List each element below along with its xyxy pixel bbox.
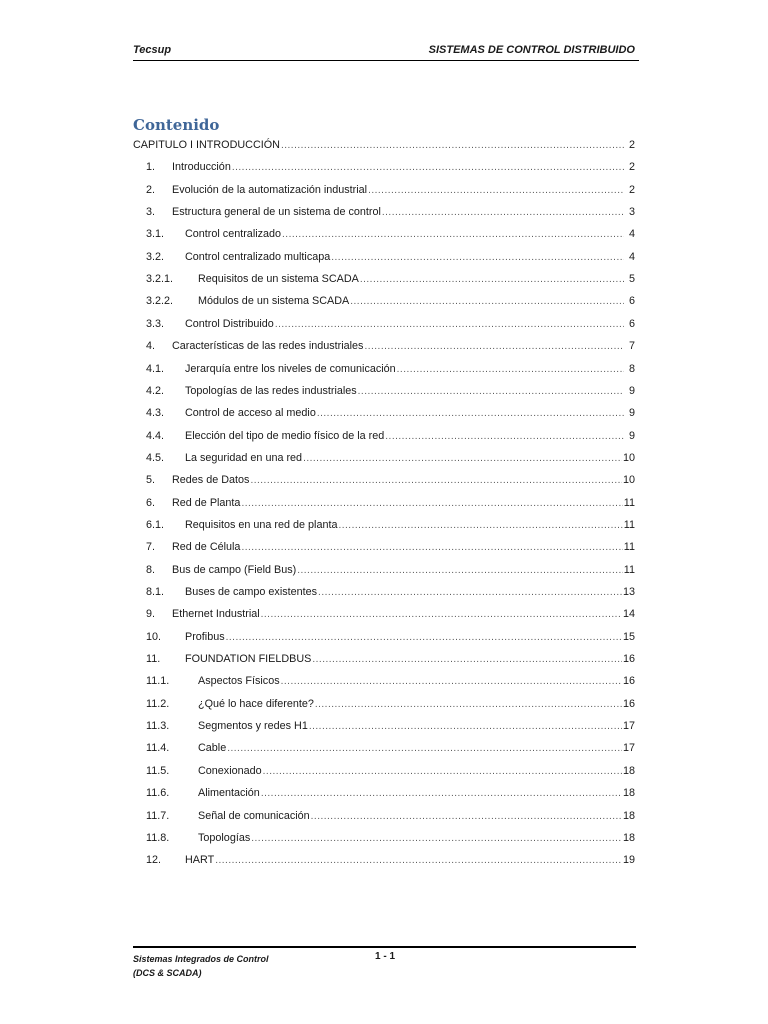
toc-entry[interactable]	[133, 404, 635, 422]
toc-entry[interactable]	[133, 851, 635, 869]
toc-dot-leader	[215, 852, 622, 870]
toc-entry[interactable]	[133, 181, 635, 199]
page-number: 1 - 1	[375, 951, 396, 962]
toc-dot-leader	[263, 763, 622, 781]
toc-dot-leader	[382, 204, 624, 222]
toc-entry-title: Control Distribuido	[185, 317, 274, 330]
toc-entry-number: 11.2.	[146, 697, 170, 710]
toc-entry-title: Control centralizado	[185, 228, 282, 241]
toc-entry[interactable]	[133, 225, 635, 243]
toc-entry-page: 18	[622, 787, 635, 800]
toc-entry-page: 13	[622, 586, 635, 598]
toc-entry-page: 19	[622, 854, 635, 867]
footer-line-2: (DCS & SCADA)	[133, 968, 202, 978]
toc-dot-leader	[250, 472, 622, 490]
footer-line-1: Sistemas Integrados de Control	[133, 954, 269, 964]
toc-entry-title: Módulos de un sistema SCADA	[198, 295, 350, 308]
toc-entry-page: 17	[622, 742, 635, 755]
toc-dot-leader	[338, 517, 622, 535]
toc-entry-title: HART	[185, 854, 215, 867]
toc-entry-title: Redes de Datos	[172, 474, 250, 487]
toc-entry-page: 6	[628, 317, 635, 330]
toc-dot-leader	[281, 673, 622, 691]
toc-entry-title: Control centralizado multicapa	[185, 250, 331, 263]
toc-entry[interactable]	[133, 605, 635, 623]
toc-entry-title: Jerarquía entre los niveles de comunicación	[185, 362, 396, 375]
toc-entry[interactable]	[133, 449, 635, 467]
toc-dot-leader	[385, 428, 624, 446]
toc-entry[interactable]	[133, 628, 635, 646]
toc-entry-number: 9.	[146, 608, 156, 621]
toc-dot-leader	[368, 182, 624, 200]
header-left-text: Tecsup	[133, 44, 172, 56]
toc-entry-page: 6	[628, 295, 635, 308]
toc-entry-page: 16	[622, 653, 635, 666]
toc-dot-leader	[227, 740, 622, 758]
toc-entry-page: 18	[622, 764, 635, 777]
toc-entry[interactable]	[133, 583, 635, 601]
toc-entry-number: 11.4.	[146, 742, 170, 755]
toc-entry[interactable]	[133, 695, 635, 713]
toc-entry[interactable]	[133, 561, 635, 579]
toc-entry-page: 11	[623, 541, 635, 554]
toc-entry-page: 2	[628, 183, 635, 196]
toc-entry-number: 11.5.	[146, 764, 170, 777]
toc-entry-number: 3.1.	[146, 228, 165, 241]
toc-entry-title: Evolución de la automatización industrial	[172, 183, 368, 196]
toc-entry-number: 11.1.	[146, 675, 170, 688]
toc-dot-leader	[297, 562, 623, 580]
toc-entry[interactable]	[133, 650, 635, 668]
toc-entry-title: Conexionado	[198, 764, 262, 777]
toc-entry-number: 2.	[146, 183, 156, 196]
toc-entry-number: 3.	[146, 206, 156, 219]
toc-entry-title: FOUNDATION FIELDBUS	[185, 653, 312, 666]
toc-entry-number: 11.	[146, 653, 161, 666]
toc-dot-leader	[358, 383, 624, 401]
toc-entry[interactable]	[133, 516, 635, 534]
toc-entry-title: Cable	[198, 742, 227, 755]
toc-entry-page: 17	[622, 720, 635, 733]
toc-entry-number: 11.8.	[146, 831, 170, 844]
toc-entry-title: Red de Célula	[172, 541, 241, 554]
toc-entry-number: 11.7.	[146, 809, 170, 822]
toc-entry[interactable]	[133, 471, 635, 489]
toc-entry-title: Topologías de las redes industriales	[185, 384, 357, 397]
toc-dot-leader	[331, 249, 624, 267]
toc-entry[interactable]	[133, 427, 635, 445]
toc-entry[interactable]	[133, 337, 635, 355]
toc-entry-number: 1.	[146, 161, 156, 174]
toc-entry[interactable]	[133, 829, 635, 847]
toc-dot-leader	[318, 584, 622, 602]
toc-entry-title: Requisitos de un sistema SCADA	[198, 273, 359, 286]
toc-entry[interactable]	[133, 292, 635, 310]
toc-dot-leader	[312, 651, 622, 669]
toc-entry-page: 9	[628, 407, 635, 420]
toc-entry-page: 10	[622, 451, 635, 464]
toc-entry-number: 10.	[146, 630, 162, 643]
toc-heading: Contenido	[133, 116, 220, 134]
toc-entry[interactable]	[133, 248, 635, 266]
toc-entry-page: 9	[628, 429, 635, 442]
toc-entry-page: 5	[628, 273, 635, 286]
toc-entry-number: 4.5.	[146, 451, 165, 464]
toc-dot-leader	[261, 606, 622, 624]
toc-entry-page: 8	[628, 362, 635, 375]
toc-dot-leader	[309, 718, 622, 736]
toc-entry[interactable]	[133, 382, 635, 400]
toc-entry-title: Aspectos Físicos	[198, 675, 280, 688]
toc-entry-page: 3	[628, 206, 635, 219]
toc-dot-leader	[311, 808, 622, 826]
toc-entry-number: 7.	[146, 541, 156, 554]
toc-entry-page: 2	[628, 139, 635, 151]
toc-dot-leader	[360, 271, 624, 289]
page-header	[133, 42, 639, 61]
toc-dot-leader	[317, 405, 624, 423]
toc-entry-number: 6.1.	[146, 518, 165, 531]
toc-entry-title: Topologías	[198, 831, 251, 844]
toc-dot-leader	[350, 293, 624, 311]
toc-entry-number: 3.2.1.	[146, 273, 174, 286]
toc-entry-title: Bus de campo (Field Bus)	[172, 563, 297, 576]
toc-entry-title: Profibus	[185, 630, 225, 643]
toc-entry[interactable]	[133, 784, 635, 802]
toc-entry-title: Red de Planta	[172, 496, 241, 509]
toc-dot-leader	[281, 137, 624, 155]
toc-dot-leader	[364, 338, 624, 356]
toc-entry-title: Segmentos y redes H1	[198, 720, 308, 733]
toc-entry-number: 8.1.	[146, 586, 165, 598]
toc-dot-leader	[397, 361, 624, 379]
toc-entry-number: 11.3.	[146, 720, 170, 733]
toc-entry[interactable]	[133, 360, 635, 378]
toc-entry[interactable]	[133, 270, 635, 288]
toc-entry-number: 8.	[146, 563, 156, 576]
toc-entry-page: 15	[622, 630, 635, 643]
toc-dot-leader	[232, 159, 624, 177]
toc-entry-title: Control de acceso al medio	[185, 407, 316, 420]
toc-entry-title: Alimentación	[198, 787, 260, 800]
toc-entry[interactable]	[133, 315, 635, 333]
toc-entry-page: 4	[628, 250, 635, 263]
page-footer	[133, 946, 636, 988]
toc-entry-number: 4.3.	[146, 407, 165, 420]
toc-dot-leader	[226, 629, 622, 647]
toc-entry[interactable]	[133, 762, 635, 780]
toc-entry-title: Introducción	[172, 161, 231, 174]
toc-entry[interactable]	[133, 807, 635, 825]
toc-entry-page: 16	[622, 675, 635, 688]
toc-entry-title: La seguridad en una red	[185, 451, 303, 464]
toc-entry-page: 18	[622, 831, 635, 844]
toc-entry[interactable]	[133, 136, 635, 154]
toc-entry-title: Elección del tipo de medio físico de la red	[185, 429, 385, 442]
toc-dot-leader	[303, 450, 622, 468]
toc-entry-number: 4.4.	[146, 429, 165, 442]
toc-entry-title: ¿Qué lo hace diferente?	[198, 697, 314, 710]
toc-entry[interactable]	[133, 717, 635, 735]
toc-entry[interactable]	[133, 203, 635, 221]
toc-entry-number: 3.3.	[146, 317, 165, 330]
toc-dot-leader	[261, 785, 622, 803]
toc-entry-title: CAPITULO I INTRODUCCIÓN	[133, 139, 280, 151]
toc-entry-number: 4.2.	[146, 384, 165, 397]
toc-entry-number: 4.1.	[146, 362, 165, 375]
toc-entry-number: 3.2.	[146, 250, 165, 263]
toc-dot-leader	[251, 830, 622, 848]
toc-dot-leader	[241, 495, 622, 513]
toc-entry-number: 5.	[146, 474, 156, 487]
toc-dot-leader	[275, 316, 624, 334]
toc-entry-number: 12.	[146, 854, 162, 867]
toc-entry[interactable]	[133, 494, 635, 512]
toc-entry-page: 7	[628, 340, 635, 353]
header-right-text: SISTEMAS DE CONTROL DISTRIBUIDO	[428, 44, 635, 56]
toc-entry[interactable]	[133, 672, 635, 690]
toc-dot-leader	[282, 226, 624, 244]
toc-entry-title: Requisitos en una red de planta	[185, 518, 338, 531]
toc-entry-title: Características de las redes industriales	[172, 340, 364, 353]
toc-entry-page: 18	[622, 809, 635, 822]
toc-entry-page: 16	[622, 697, 635, 710]
toc-entry-page: 2	[628, 161, 635, 174]
toc-entry-page: 10	[622, 474, 635, 487]
toc-entry-title: Señal de comunicación	[198, 809, 310, 822]
toc-entry-number: 3.2.2.	[146, 295, 174, 308]
toc-dot-leader	[241, 539, 622, 557]
toc-dot-leader	[315, 696, 622, 714]
toc-entry-title: Estructura general de un sistema de control	[172, 206, 381, 219]
toc-entry-title: Ethernet Industrial	[172, 608, 260, 621]
toc-entry-page: 11	[623, 563, 635, 576]
toc-entry-page: 11	[623, 518, 635, 531]
toc-entry-page: 9	[628, 384, 635, 397]
toc-entry-page: 14	[622, 608, 635, 621]
toc-entry-number: 4.	[146, 340, 156, 353]
toc-entry-number: 11.6.	[146, 787, 170, 800]
toc-entry-page: 4	[628, 228, 635, 241]
toc-entry-page: 11	[623, 496, 635, 509]
toc-entry[interactable]	[133, 538, 635, 556]
toc-entry-number: 6.	[146, 496, 156, 509]
toc-entry-title: Buses de campo existentes	[185, 586, 318, 598]
toc-entry[interactable]	[133, 158, 635, 176]
toc-entry[interactable]	[133, 739, 635, 757]
